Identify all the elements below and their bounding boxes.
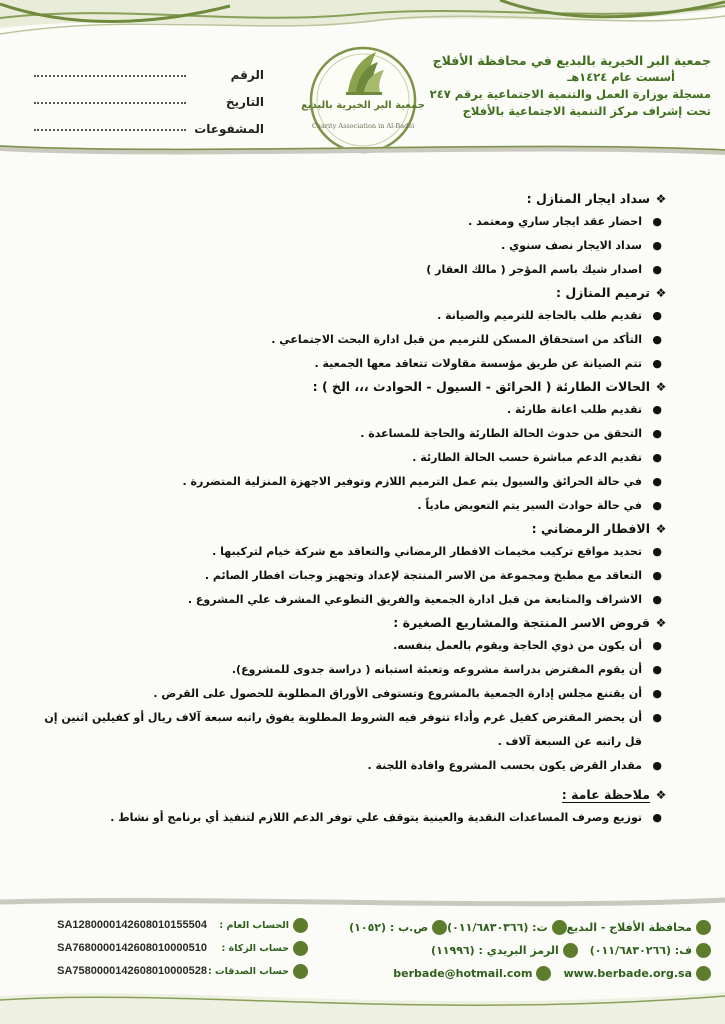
star-bullet-icon: ❖ xyxy=(655,192,667,206)
bullet-icon: ● xyxy=(652,687,662,700)
bank-accounts xyxy=(8,914,308,983)
bank-icon xyxy=(293,941,308,956)
letterhead-header xyxy=(0,0,725,160)
bullet-icon: ● xyxy=(652,639,662,652)
list-item: ● تقديم طلب بالحاجة للترميم والصيانة . xyxy=(40,304,672,328)
section-title: ❖قروض الاسر المنتجة والمشاريع الصغيرة : xyxy=(40,612,672,634)
list-item: ● اصدار شيك باسم المؤجر ( مالك العقار ) xyxy=(40,258,672,282)
bullet-icon: ● xyxy=(652,239,662,252)
bullet-icon: ● xyxy=(652,333,662,346)
bank-account-row xyxy=(8,937,308,960)
list-item: ● أن يقوم المقترض بدراسة مشروعه وتعبئة استبانه ( دراسة جدوى للمشروع). xyxy=(40,658,672,682)
organization-info xyxy=(411,52,711,120)
list-item: ● تحديد مواقع تركيب مخيمات الافطار الرمضاني والتعاقد مع شركة خيام لتركيبها . xyxy=(40,540,672,564)
ref-number-line xyxy=(34,75,186,77)
date-line xyxy=(34,102,186,104)
bullet-icon: ● xyxy=(652,427,662,440)
logo-arabic-text: جمعية البر الخيرية بالبديع xyxy=(301,100,425,111)
list-item: ● تتم الصيانة عن طريق مؤسسة مقاولات تتعاقد معها الجمعية . xyxy=(40,352,672,376)
address-row xyxy=(349,916,711,939)
section-family-loans xyxy=(40,612,672,778)
bullet-icon: ● xyxy=(652,811,662,824)
list-item: ● سداد الايجار نصف سنوي . xyxy=(40,234,672,258)
list-item: ● توزيع وصرف المساعدات النقدية والعينية يتوقف علي توفر الدعم اللازم لتنفيذ أي برنامج أو نشاط . xyxy=(40,806,672,830)
section-title: ❖الافطار الرمضاني : xyxy=(40,518,672,540)
mailbox-icon xyxy=(432,920,447,935)
attachments-row xyxy=(34,109,264,136)
logo-english-text: Charity Association in Al-Badei xyxy=(311,122,415,130)
phone-text: ت: (٠١١/٦٨٣٠٣٦٦) xyxy=(447,921,548,934)
list-item: ● تقديم طلب اعانة طارئة . xyxy=(40,398,672,422)
star-bullet-icon: ❖ xyxy=(655,788,667,802)
account-label: حساب الصدقات : xyxy=(207,966,289,977)
postal-icon xyxy=(563,943,578,958)
bullet-icon: ● xyxy=(652,475,662,488)
header-divider xyxy=(0,140,725,162)
account-label: حساب الزكاة : xyxy=(221,943,289,954)
account-number: SA7680000142608010000510 xyxy=(57,942,207,954)
email-link[interactable]: berbade@hotmail.com xyxy=(393,967,533,980)
list-item: ● مقدار القرض يكون بحسب المشروع وافادة اللجنة . xyxy=(40,754,672,778)
star-bullet-icon: ❖ xyxy=(655,522,667,536)
list-item: ● التأكد من استحقاق المسكن للترميم من قبل ادارة البحث الاجتماعي . xyxy=(40,328,672,352)
bullet-icon: ● xyxy=(652,215,662,228)
star-bullet-icon: ❖ xyxy=(655,380,667,394)
fax-row xyxy=(361,939,711,962)
account-number: SA7580000142608010000528 xyxy=(57,965,207,977)
bank-account-row xyxy=(8,914,308,937)
date-row xyxy=(34,82,264,109)
website-link[interactable]: www.berbade.org.sa xyxy=(563,967,692,980)
bullet-icon: ● xyxy=(652,593,662,606)
org-registration: مسجلة بوزارة العمل والتنمية الاجتماعية برقم ٢٤٧ xyxy=(429,87,711,101)
section-title: ❖ملاحظة عامة : xyxy=(40,784,672,806)
bullet-icon: ● xyxy=(652,711,662,724)
list-item: ● أن يحضر المقترض كفيل غرم وأداء تتوفر فيه الشروط المطلوبة يفوق راتبه سبعة آلاف ريال أو كفيلين اثنين إن قل راتبه عن السبعة آلاف . xyxy=(40,706,672,754)
bullet-icon: ● xyxy=(652,663,662,676)
ref-number-label: الرقم xyxy=(230,68,264,82)
email-icon xyxy=(536,966,551,981)
list-item: ● في حالة الحرائق والسيول يتم عمل الترميم اللازم وتوفير الاجهزة المنزلية المتضررة . xyxy=(40,470,672,494)
section-ramadan-iftar xyxy=(40,518,672,612)
section-title: ❖ترميم المنازل : xyxy=(40,282,672,304)
bullet-icon: ● xyxy=(652,569,662,582)
attachments-label: المشفوعات xyxy=(194,122,264,136)
list-item: ● أن يقتنع مجلس إدارة الجمعية بالمشروع وتستوفى الأوراق المطلوبة للحصول على القرض . xyxy=(40,682,672,706)
location-pin-icon xyxy=(696,920,711,935)
date-label: التاريخ xyxy=(225,95,264,109)
bullet-icon: ● xyxy=(652,499,662,512)
org-supervision: تحت إشراف مركز التنمية الاجتماعية بالأفلاج xyxy=(462,104,711,118)
list-item: ● تقديم الدعم مباشرة حسب الحالة الطارئة . xyxy=(40,446,672,470)
section-renovation xyxy=(40,282,672,376)
bullet-icon: ● xyxy=(652,451,662,464)
bank-icon xyxy=(293,964,308,979)
section-title: ❖الحالات الطارئة ( الحرائق - السيول - الحوادث ،،، الخ ) : xyxy=(40,376,672,398)
contact-info xyxy=(349,916,711,985)
bullet-icon: ● xyxy=(652,403,662,416)
star-bullet-icon: ❖ xyxy=(655,286,667,300)
section-rent xyxy=(40,188,672,282)
bullet-icon: ● xyxy=(652,263,662,276)
ref-number-row xyxy=(34,55,264,82)
bank-icon xyxy=(293,918,308,933)
attachments-line xyxy=(34,129,186,131)
list-item: ● التحقق من حدوث الحالة الطارئة والحاجة للمساعدة . xyxy=(40,422,672,446)
org-name: جمعية البر الخيرية بالبديع في محافظة الأفلاج xyxy=(432,53,711,68)
list-item: ● في حالة حوادث السير يتم التعويض مادياً . xyxy=(40,494,672,518)
section-emergencies xyxy=(40,376,672,518)
star-bullet-icon: ❖ xyxy=(655,616,667,630)
org-founded: أسست عام ١٤٢٤هـ xyxy=(567,70,675,84)
postal-code-text: الرمز البريدي : (١١٩٩٦) xyxy=(431,944,559,957)
list-item: ● التعاقد مع مطبخ ومجموعة من الاسر المنتجة لإعداد وتجهيز وجبات افطار الصائم . xyxy=(40,564,672,588)
list-item: ● احضار عقد ايجار ساري ومعتمد . xyxy=(40,210,672,234)
document-body xyxy=(40,188,672,830)
account-label: الحساب العام : xyxy=(219,920,289,931)
list-item: ● أن يكون من ذوي الحاجة ويقوم بالعمل بنفسه. xyxy=(40,634,672,658)
fax-icon xyxy=(696,943,711,958)
reference-fields xyxy=(34,55,264,136)
section-title: ❖سداد ايجار المنازل : xyxy=(40,188,672,210)
bullet-icon: ● xyxy=(652,309,662,322)
account-number: SA1280000142608010155504 xyxy=(57,919,207,931)
bullet-icon: ● xyxy=(652,759,662,772)
letterhead-footer xyxy=(0,896,725,1024)
fax-text: ف: (٠١١/٦٨٣٠٢٦٦) xyxy=(589,944,692,957)
location-text: محافظة الأفلاج - البديع xyxy=(566,921,692,934)
section-general-note xyxy=(40,784,672,830)
pobox-text: ص.ب : (١٠٥٢) xyxy=(349,921,429,934)
charity-logo-icon xyxy=(296,42,430,154)
phone-icon xyxy=(552,920,567,935)
bullet-icon: ● xyxy=(652,545,662,558)
bullet-icon: ● xyxy=(652,357,662,370)
bank-account-row xyxy=(8,960,308,983)
globe-icon xyxy=(696,966,711,981)
list-item: ● الاشراف والمتابعة من قبل ادارة الجمعية والفريق التطوعي المشرف علي المشروع . xyxy=(40,588,672,612)
web-row xyxy=(361,962,711,985)
